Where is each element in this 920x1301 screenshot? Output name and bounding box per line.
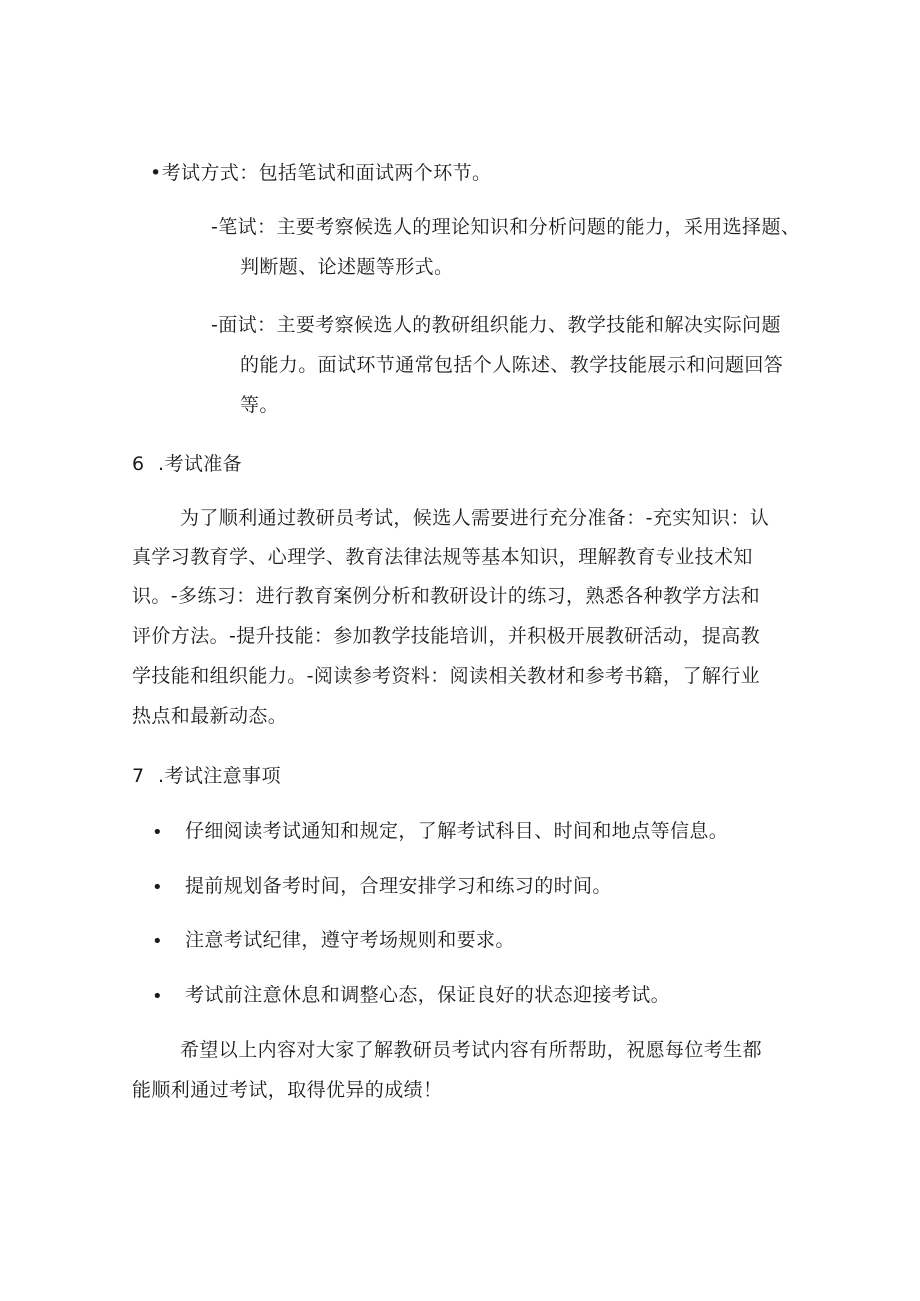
list-bullet: • bbox=[152, 877, 163, 898]
list-bullet: • bbox=[152, 986, 163, 1007]
section-6-paragraph-line: 学技能和组织能力。-阅读参考资料：阅读相关教材和参考书籍，了解行业 bbox=[132, 665, 761, 687]
interview-line-3: 等。 bbox=[240, 394, 279, 416]
list-item: 仔细阅读考试通知和规定，了解考试科目、时间和地点等信息。 bbox=[185, 820, 729, 842]
section-6-paragraph-line: 热点和最新动态。 bbox=[132, 705, 288, 727]
list-bullet: • bbox=[152, 822, 163, 843]
section-6-paragraph-line: 识。-多练习：进行教育案例分析和教研设计的练习，熟悉各种教学方法和 bbox=[132, 585, 761, 607]
section-6-title: .考试准备 bbox=[158, 453, 243, 475]
section-6-paragraph-line: 评价方法。-提升技能：参加教学技能培训，并积极开展教研活动，提高教 bbox=[132, 625, 761, 647]
section-7-heading bbox=[132, 767, 281, 786]
exam-method-line bbox=[150, 164, 491, 183]
section-6-heading bbox=[132, 455, 242, 474]
section-7-title: .考试注意事项 bbox=[158, 765, 281, 787]
list-item: 提前规划备考时间，合理安排学习和练习的时间。 bbox=[185, 875, 612, 897]
list-item: 考试前注意休息和调整心态，保证良好的状态迎接考试。 bbox=[185, 984, 671, 1006]
section-6-number: 6 bbox=[132, 453, 145, 475]
interview-line-1: -面试：主要考察候选人的教研组织能力、教学技能和解决实际问题 bbox=[211, 314, 781, 336]
written-exam-line-2: 判断题、论述题等形式。 bbox=[240, 256, 454, 278]
closing-line-2: 能顺利通过考试，取得优异的成绩！ bbox=[132, 1079, 443, 1101]
section-6-paragraph-line: 真学习教育学、心理学、教育法律法规等基本知识，理解教育专业技术知 bbox=[132, 546, 753, 568]
bullet-marker: • bbox=[150, 162, 162, 184]
section-7-number: 7 bbox=[132, 765, 145, 787]
section-6-paragraph-line: 为了顺利通过教研员考试，候选人需要进行充分准备：-充实知识：认 bbox=[180, 507, 770, 529]
list-bullet: • bbox=[152, 931, 163, 952]
written-exam-line-1: -笔试：主要考察候选人的理论知识和分析问题的能力，采用选择题、 bbox=[211, 216, 801, 238]
closing-line-1: 希望以上内容对大家了解教研员考试内容有所帮助，祝愿每位考生都 bbox=[180, 1039, 763, 1061]
exam-method-text: 考试方式：包括笔试和面试两个环节。 bbox=[161, 162, 492, 184]
list-item: 注意考试纪律，遵守考场规则和要求。 bbox=[185, 929, 515, 951]
interview-line-2: 的能力。面试环节通常包括个人陈述、教学技能展示和问题回答 bbox=[240, 354, 784, 376]
